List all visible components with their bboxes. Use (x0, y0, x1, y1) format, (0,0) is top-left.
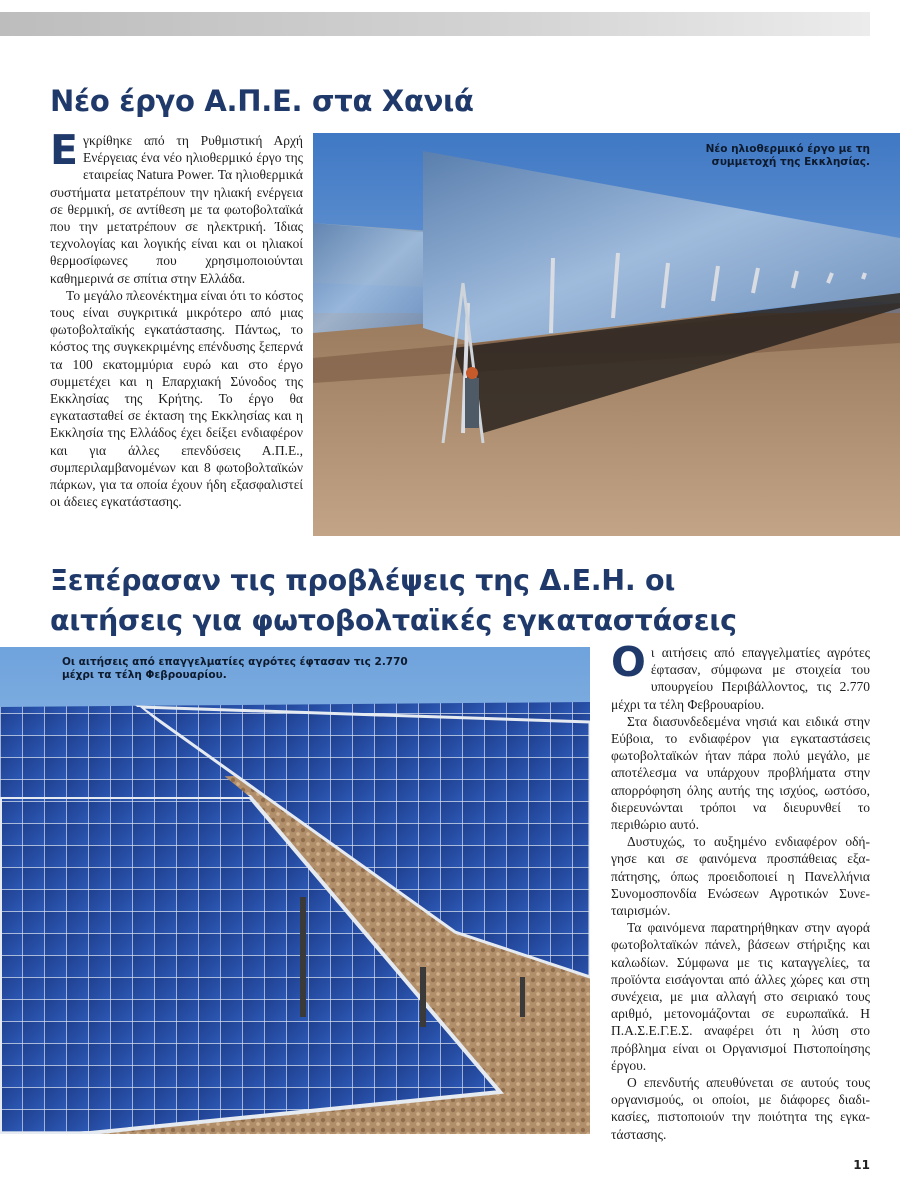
photo-caption: Οι αιτήσεις από επαγγελματίες αγρότες έφτασαν τις 2.770 μέχρι τα τέλη Φεβρουαρίου. (62, 656, 408, 681)
page-number: 11 (853, 1158, 870, 1172)
solar-panels-photo (0, 647, 590, 1134)
article2-paragraph-1: Οι αιτήσεις από επαγγελματίες αγρότες έφτασαν, σύμφωνα με στοιχεία του υπουργείου Περιβάλλοντος, τις 2.770 μέχρι τα τέλη Φεβρουαρίου. (611, 638, 870, 712)
article2-title: Ξεπέρασαν τις προβλέψεις της Δ.Ε.Η. οι αιτήσεις για φωτοβολταϊκές εγκαταστάσεις (50, 564, 737, 637)
header-bar (0, 12, 870, 36)
article1-paragraph-1: Εγκρίθηκε από τη Ρυθμιστική Αρχή Ενέργειας ένα νέο ηλιοθερμικό έργο της εταιρείας Natura Power. Τα ηλιοθερμικά συστήματα μετατρέπουν την ηλιακή ενέργεια σε θερμική, σε αντίθεση με τα φωτοβολταϊκά που την μετατρέπουν σε ηλεκτρική. Ίδιας τεχνολογίας και λογικής είναι και οι ηλιακοί θερμοσίφωνες που χρησιμοποιούνται καθημερινά σε σπίτια στην Ελλάδα. (50, 126, 303, 286)
article2-paragraph-3: Δυστυχώς, το αυξημένο ενδιαφέρον οδήγησε και σε φαινόμενα προσπάθειας εξαπάτησης, όπως προειδοποιεί η Πανελλήνια Συνομοσπονδία Ενώσεων Αγροτικών Συνεταιρισμών. (611, 834, 870, 919)
article1-body (50, 126, 303, 510)
dropcap: Ε (50, 126, 79, 174)
article1-title: Νέο έργο Α.Π.Ε. στα Χανιά (50, 84, 474, 118)
article2-paragraph-2: Στα διασυνδεδεμένα νησιά και ειδικά στην Εύβοια, το ενδιαφέρον για εγκαταστάσεις φωτοβολταϊκών ήταν πάρα πολύ μεγάλο, με αποτέλεσμα να υπάρχουν προβλήματα στην απορρόφηση όλης αυτής της ισχύος, ωστόσο, διερευνώνται τρόποι να διευρυνθεί το περιθώριο αυτό. (611, 713, 870, 833)
solar-thermal-photo (313, 133, 900, 536)
photo-caption: Νέο ηλιοθερμικό έργο με τη συμμετοχή της Εκκλησίας. (705, 143, 870, 168)
solar-thermal-illustration (313, 133, 900, 536)
article1-paragraph-2: Το μεγάλο πλεονέκτημα είναι ότι το κόστος τους είναι συγκριτικά μικρότερο από μιας φωτοβολταϊκής εγκατάστασης. Πάντως, το κόστος της συγκεκριμένης επένδυσης ξεπερνά τα 100 εκατομμύρια ευρώ και στο έργο συμμετέχει και η Επαρχιακή Σύνοδος της Εκκλησίας της Κρήτης. Το έργο θα εγκατασταθεί σε έκταση της Εκκλησίας και η Εκκλησία της Ελλάδος έχει δείξει ενδιαφέρον και για άλλες επενδύσεις Α.Π.Ε., συμπεριλαμβανομένων και 8 φωτοβολταϊκών πάρκων, για τα οποία έχουν ήδη εξασφαλιστεί οι άδειες εγκατάστασης. (50, 287, 303, 510)
solar-panels-illustration (0, 647, 590, 1134)
article2-body (611, 638, 870, 1143)
dropcap: Ο (611, 638, 646, 686)
article2-paragraph-5: Ο επενδυτής απευθύνεται σε αυτούς τους οργανισμούς, οι οποίοι, με διάφορες διαδικασίες, πιστοποιούν την ποιότητα της εγκατάστασης. (611, 1075, 870, 1142)
article2-paragraph-4: Τα φαινόμενα παρατηρήθηκαν στην αγορά φωτοβολταϊκών πάνελ, βάσεων στήριξης και καλωδίων. Σύμφωνα με τις καταγγελίες, τα προϊόντα εισάγονται από άλλες χώρες και στη συνέχεια, με μια αλλαγή στο σειριακό τους αριθμό, μετονομάζονται σε ευρωπαϊκά. Η Π.Α.Σ.Ε.Γ.Ε.Σ. αναφέρει ότι η λύση στο πρόβλημα είναι οι Οργανισμοί Πιστοποίησης έργου. (611, 920, 870, 1073)
